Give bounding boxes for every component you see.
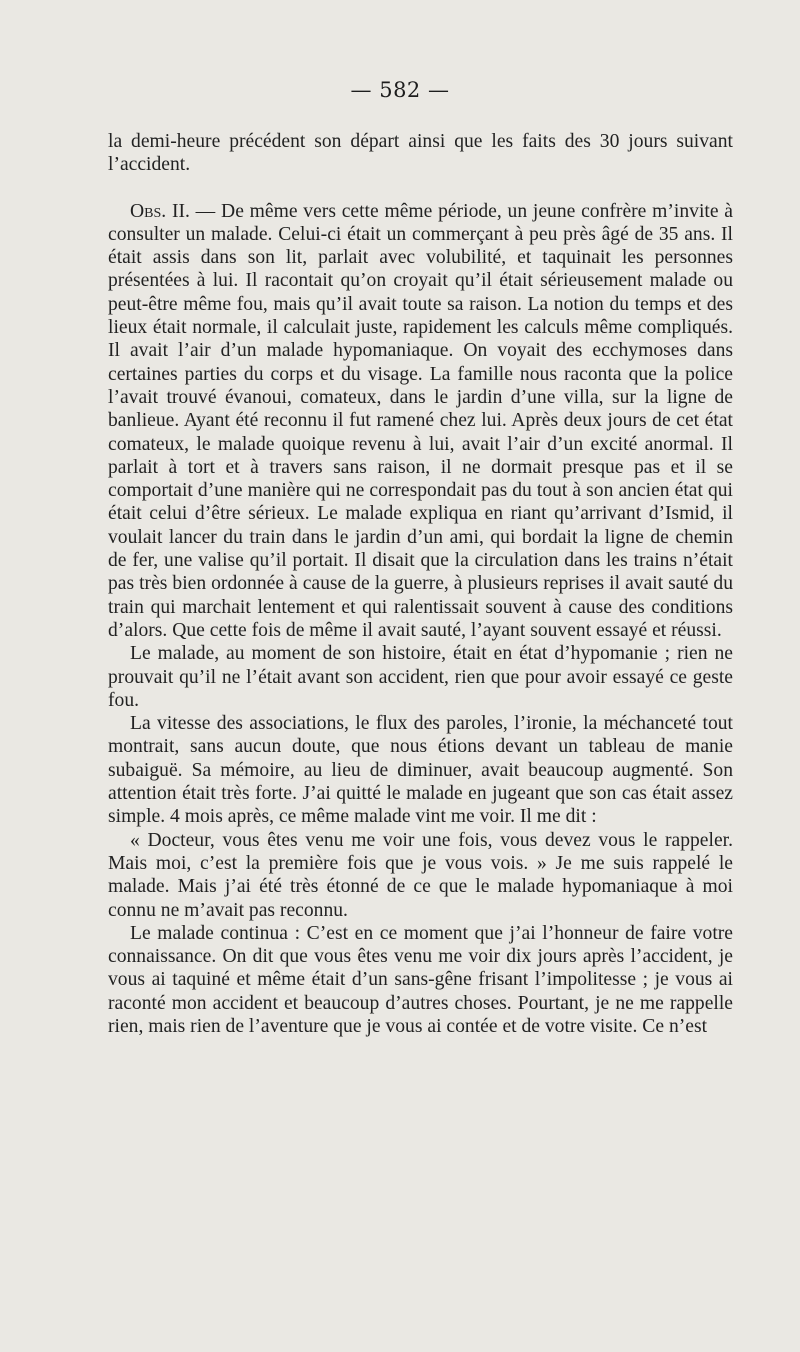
paragraph-hypomania-state: Le malade, au moment de son histoire, était en état d’hypomanie ; rien ne prouvait qu’il ne l’était avant son accident, rien que pour avoir essayé ce geste fou. [108, 643, 733, 711]
paragraph-continuation: la demi-heure précédent son départ ainsi que les faits des 30 jours suivant l’accident. [108, 131, 733, 176]
page-number: — 582 — [350, 78, 450, 102]
paragraph-observation-2 [108, 200, 733, 643]
paragraph-patient-continues: Le malade continua : C’est en ce moment que j’ai l’honneur de faire votre connaissance. On dit que vous êtes venu me voir dix jours après l’accident, je vous ai taquiné et même était d’un sans-gêne frisant l’impolitesse ; je vous ai raconté mon accident et beaucoup d’autres choses. Pourtant, je ne me rappelle rien, mais rien de l’aventure que je vous ai contée et de votre visite. Ce n’est [108, 922, 733, 1037]
observation-text: De même vers cette même période, un jeune confrère m’invite à consulter un malade. Celui-ci était un commerçant à peu près âgé de 35 ans. Il était assis dans son lit, parlait avec volubilité, et taquinait les personnes présentées à lui. Il racontait qu’on croyait qu’il était sérieusement malade ou peut-être même fou, mais qu’il avait toute sa raison. La notion du temps et des lieux était normale, il calculait juste, rapidement les calculs même compliqués. Il avait l’air d’un malade hypomaniaque. On voyait des ecchymoses dans certaines parties du corps et du visage. La famille nous raconta que la police l’avait trouvé évanoui, comateux, dans le jardin d’une villa, sur la ligne de banlieue. Ayant été reconnu il fut ramené chez lui. Après deux jours de cet état comateux, le malade quoique revenu à lui, avait l’air d’un excité anormal. Il parlait à tort et à travers sans raison, il ne dormait presque pas et il se comportait d’une manière qui ne correspondait pas du tout à son ancien état qui était celui d’être sérieux. Le malade expliqua en riant qu’arrivant d’Ismid, il voulait lancer du train dans le jardin d’un ami, qui bordait la ligne de chemin de fer, une valise qu’il portait. Il disait que la circulation dans les trains n’était pas très bien ordonnée à cause de la guerre, à plusieurs reprises il avait sauté du train qui marchait lentement et qui ralentissait souvent à cause des conditions d’alors. Que cette fois de même il avait sauté, l’ayant souvent essayé et réussi. [108, 200, 733, 641]
paragraph-patient-quote: « Docteur, vous êtes venu me voir une fois, vous devez vous le rappeler. Mais moi, c’est la première fois que je vous vois. » Je me suis rappelé le malade. Mais j’ai été très étonné de ce que le malade hypomaniaque à moi connu ne m’avait pas reconnu. [108, 829, 733, 921]
observation-label: Obs. II. — [130, 200, 216, 222]
body-text [108, 130, 733, 1038]
paragraph-associations: La vitesse des associations, le flux des paroles, l’ironie, la méchanceté tout montrait, sans aucun doute, que nous étions devant un tableau de manie subaiguë. Sa mémoire, au lieu de diminuer, avait beaucoup augmenté. Son attention était très forte. J’ai quitté le malade en jugeant que son cas était assez simple. 4 mois après, ce même malade vint me voir. Il me dit : [108, 713, 733, 828]
